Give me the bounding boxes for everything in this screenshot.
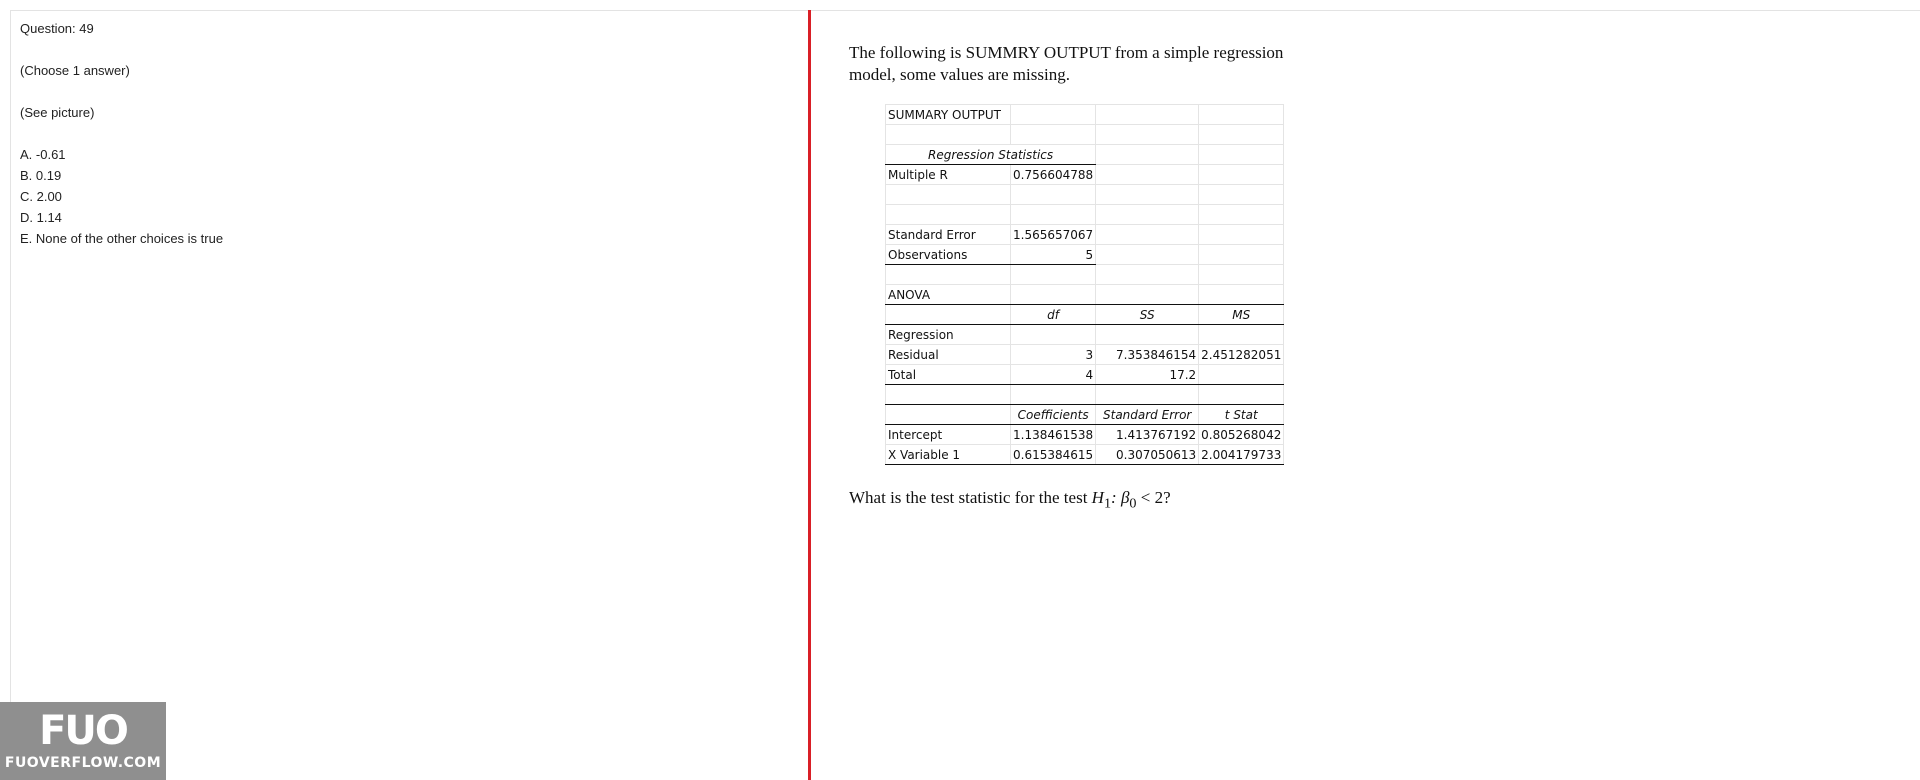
summary-title: SUMMARY OUTPUT — [886, 105, 1011, 125]
table-row — [886, 225, 1284, 245]
regression-statistics-header: Regression Statistics — [886, 145, 1096, 165]
see-picture-note: (See picture) — [20, 105, 95, 120]
observations-label: Observations — [886, 245, 1011, 265]
intercept-label: Intercept — [886, 425, 1011, 445]
answer-option-e[interactable]: E. None of the other choices is true — [20, 231, 224, 246]
x-variable-label: X Variable 1 — [886, 445, 1011, 465]
anova-regression-ss — [1096, 325, 1199, 345]
table-row — [886, 345, 1284, 365]
table-row — [886, 425, 1284, 445]
anova-total-df: 4 — [1011, 365, 1096, 385]
anova-regression-label: Regression — [886, 325, 1011, 345]
table-row — [886, 285, 1284, 305]
x-variable-t-stat: 2.004179733 — [1199, 445, 1284, 465]
answer-option-c[interactable]: C. 2.00 — [20, 189, 62, 204]
coef-header-coefficients: Coefficients — [1011, 405, 1096, 425]
table-row — [886, 365, 1284, 385]
anova-regression-df — [1011, 325, 1096, 345]
question-math-beta: : β — [1111, 488, 1130, 507]
anova-total-ss: 17.2 — [1096, 365, 1199, 385]
intercept-standard-error: 1.413767192 — [1096, 425, 1199, 445]
intercept-t-stat: 0.805268042 — [1199, 425, 1284, 445]
x-variable-standard-error: 0.307050613 — [1096, 445, 1199, 465]
anova-residual-ss: 7.353846154 — [1096, 345, 1199, 365]
table-row — [886, 125, 1284, 145]
table-row — [886, 385, 1284, 405]
anova-header-ms: MS — [1199, 305, 1284, 325]
question-pane — [20, 18, 780, 249]
anova-header-df: df — [1011, 305, 1096, 325]
answer-option-b[interactable]: B. 0.19 — [20, 168, 62, 183]
observations-value: 5 — [1011, 245, 1096, 265]
multiple-r-value: 0.756604788 — [1011, 165, 1096, 185]
table-row — [886, 165, 1284, 185]
answer-instruction: (Choose 1 answer) — [20, 63, 130, 78]
intro-line-2: model, some values are missing. — [849, 65, 1070, 84]
table-row — [886, 445, 1284, 465]
anova-header-ss: SS — [1096, 305, 1199, 325]
intercept-coefficient: 1.138461538 — [1011, 425, 1096, 445]
table-row — [886, 105, 1284, 125]
table-row — [886, 265, 1284, 285]
x-variable-coefficient: 0.615384615 — [1011, 445, 1096, 465]
question-prefix: What is the test statistic for the test — [849, 488, 1092, 507]
question-number: Question: 49 — [20, 21, 94, 36]
logo-mark: FUO — [39, 708, 127, 754]
table-row — [886, 405, 1284, 425]
logo-site-name: FUOVERFLOW.COM — [4, 755, 162, 771]
question-math-h: H — [1091, 488, 1104, 507]
regression-summary-table — [885, 104, 1284, 465]
anova-residual-label: Residual — [886, 345, 1011, 365]
watermark-logo — [0, 702, 166, 780]
picture-pane — [849, 42, 1889, 514]
anova-total-label: Total — [886, 365, 1011, 385]
anova-residual-ms: 2.451282051 — [1199, 345, 1284, 365]
picture-question — [849, 487, 1889, 514]
answer-option-d[interactable]: D. 1.14 — [20, 210, 62, 225]
anova-regression-ms — [1199, 325, 1284, 345]
table-row — [886, 305, 1284, 325]
intro-line-1: The following is SUMMRY OUTPUT from a simple regression — [849, 43, 1284, 62]
multiple-r-label: Multiple R — [886, 165, 1011, 185]
question-math-h-sub: 1 — [1103, 495, 1112, 512]
coef-header-standard-error: Standard Error — [1096, 405, 1199, 425]
table-row — [886, 325, 1284, 345]
table-row — [886, 205, 1284, 225]
question-suffix: < 2? — [1136, 488, 1171, 507]
table-row — [886, 145, 1284, 165]
picture-intro — [849, 42, 1369, 86]
table-row — [886, 245, 1284, 265]
coef-header-t-stat: t Stat — [1199, 405, 1284, 425]
table-row — [886, 185, 1284, 205]
question-math-beta-sub: 0 — [1129, 495, 1137, 512]
anova-label: ANOVA — [886, 285, 1011, 305]
standard-error-label: Standard Error — [886, 225, 1011, 245]
standard-error-value: 1.565657067 — [1011, 225, 1096, 245]
anova-total-ms — [1199, 365, 1284, 385]
anova-residual-df: 3 — [1011, 345, 1096, 365]
pane-divider — [808, 10, 811, 780]
answer-option-a[interactable]: A. -0.61 — [20, 147, 66, 162]
